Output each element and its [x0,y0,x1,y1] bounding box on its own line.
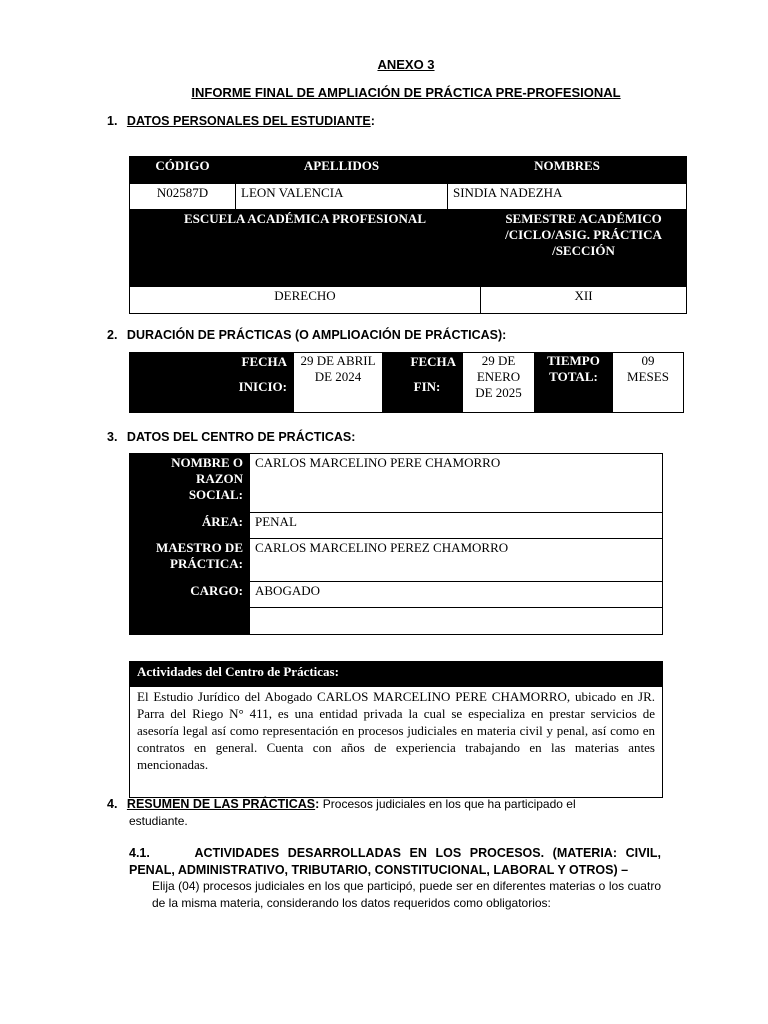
duration-table [129,352,684,413]
subsection-4-1-number: 4.1. [129,846,150,860]
nombres-value: SINDIA NADEZHA [448,184,687,210]
annex-label: ANEXO 3 [377,57,435,72]
section1-heading [107,114,375,128]
escuela-header: ESCUELA ACADÉMICA PROFESIONAL [130,210,481,287]
section3-title: DATOS DEL CENTRO DE PRÁCTICAS: [126,430,356,444]
empty-header [130,608,250,635]
subsection-4-1-text: Elija (04) procesos judiciales en los que participó, puede ser en diferentes materias o los cuatro de la misma materia, considerando los datos requeridos como obligatorios: [152,879,661,910]
codigo-header: CÓDIGO [130,157,236,184]
fin-header-line2: FIN: [413,379,441,394]
section4-desc-line1: Procesos judiciales en los que ha participado el [322,797,576,811]
codigo-value: N02587D [130,184,236,210]
inicio-value: 29 DE ABRIL DE 2024 [294,353,383,413]
inicio-header [130,353,294,413]
section4-heading [107,796,667,813]
section2-number: 2. [107,328,118,342]
center-data-table [129,453,663,635]
maestro-value: CARLOS MARCELINO PEREZ CHAMORRO [250,539,663,582]
section3-heading [107,430,355,444]
nombres-header: NOMBRES [448,157,687,184]
section1-colon: : [370,114,375,128]
section1-title: DATOS PERSONALES DEL ESTUDIANTE [126,114,371,128]
subsection-4-1-title: ACTIVIDADES DESARROLLADAS EN LOS PROCESOS. (MATERIA: CIVIL, PENAL, ADMINISTRATIVO, TRIBUTARIO, CONSTITUCIONAL, LABORAL Y OTROS) – [129,846,661,877]
section1-number: 1. [107,114,118,128]
apellidos-value: LEON VALENCIA [236,184,448,210]
semestre-value: XII [481,287,687,314]
student-data-table [129,156,687,314]
nombre-header: NOMBRE O RAZON SOCIAL: [130,454,250,513]
activities-text: El Estudio Jurídico del Abogado CARLOS MARCELINO PERE CHAMORRO, ubicado en JR. Parra del Riego N° 411, es una entidad privada la cual se especializa en prestar servicios de asesoría legal así como representación en procesos judiciales en materia civil y penal, así como en contratos en general. Cuenta con años de experiencia trabajando en las materias antes mencionadas. [130,687,663,798]
apellidos-header: APELLIDOS [236,157,448,184]
total-header: TIEMPO TOTAL: [535,353,613,413]
activities-table [129,661,663,798]
subsection-4-1-heading [129,845,661,879]
area-value: PENAL [250,513,663,539]
document-title: INFORME FINAL DE AMPLIACIÓN DE PRÁCTICA PRE-PROFESIONAL [191,85,621,100]
nombre-value: CARLOS MARCELINO PERE CHAMORRO [250,454,663,513]
cargo-value: ABOGADO [250,582,663,608]
fin-header-line1: FECHA [410,354,456,369]
subsection-4-1 [129,845,661,879]
fin-header [383,353,463,413]
section2-heading [107,328,506,342]
inicio-header-line2: INICIO: [238,379,287,394]
empty-value [250,608,663,635]
escuela-value: DERECHO [130,287,481,314]
section4-desc-line2: estudiante. [129,814,188,828]
total-value: 09 MESES [613,353,684,413]
section4-number: 4. [107,797,118,811]
activities-header: Actividades del Centro de Prácticas: [130,662,663,687]
cargo-header: CARGO: [130,582,250,608]
semestre-header: SEMESTRE ACADÉMICO /CICLO/ASIG. PRÁCTICA /SECCIÓN [481,210,687,287]
section4-title: RESUMEN DE LAS PRÁCTICAS [126,797,316,811]
maestro-header: MAESTRO DE PRÁCTICA: [130,539,250,582]
fin-value: 29 DE ENERO DE 2025 [463,353,535,413]
section3-number: 3. [107,430,118,444]
section4-title-colon: : [315,797,320,811]
area-header: ÁREA: [130,513,250,539]
section2-title: DURACIÓN DE PRÁCTICAS (O AMPLIOACIÓN DE PRÁCTICAS): [126,328,507,342]
inicio-header-line1: FECHA [241,354,287,369]
